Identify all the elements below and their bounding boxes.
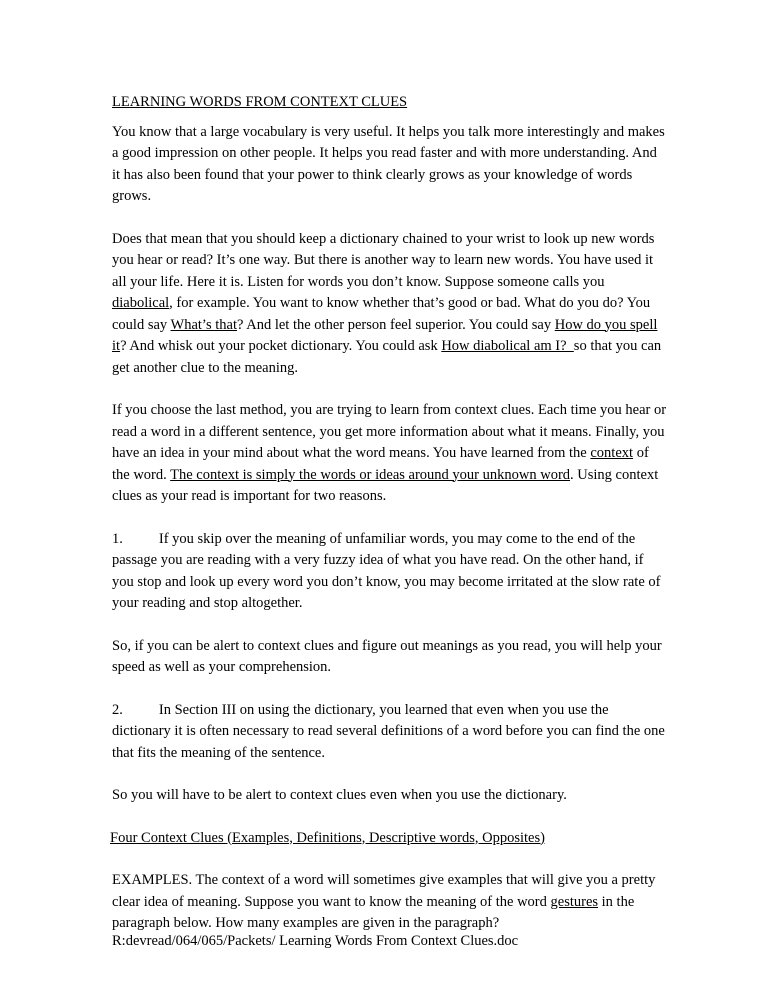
- underlined-context: context: [590, 445, 634, 461]
- paragraph-dictionary: Does that mean that you should keep a dictionary chained to your wrist to look up new words you hear or read? It’s one way. But there is another way to learn new words. You have used it all your life. Here it is. Listen for words you don’t know. Suppose someone calls you diabolical, for example. You want to know whether that’s good or bad. What do you do? You could say What’s that? And let the other person feel superior. You could say How do you spell it? And whisk out your pocket dictionary. You could ask How diabolical am I? so that you can get another clue to the meaning.: [112, 230, 662, 376]
- document-body: [112, 92, 668, 956]
- underlined-gestures: gestures: [550, 893, 599, 910]
- underlined-definition: The context is simply the words or ideas around your unknown word: [170, 466, 571, 483]
- numbered-item-2: 2. In Section III on using the dictionary, you learned that even when you use the dictionary it is often necessary to read several definitions of a word before you can find the one that fits the meaning of the sentence.: [112, 701, 665, 761]
- file-path-footer: R:devread/064/065/Packets/ Learning Words From Context Clues.doc: [112, 933, 519, 949]
- section-subheading: Four Context Clues (Examples, Definitions, Descriptive words, Opposites): [110, 829, 545, 846]
- item-number: 2.: [112, 701, 123, 718]
- underlined-how-diabolical: How diabolical am I?: [441, 338, 574, 354]
- paragraph-context: If you choose the last method, you are trying to learn from context clues. Each time you hear or read a word in a different sentence, you get more information about what it means. Finally, you have an idea in your mind about what the word means. You have learned from the context of the word. The context is simply the words or ideas around your unknown word. Using context clues as your read is important for two reasons.: [112, 402, 667, 504]
- item-number: 1.: [112, 530, 123, 547]
- underlined-whats-that: What’s that: [170, 316, 237, 333]
- paragraph-examples: EXAMPLES. The context of a word will sometimes give examples that will give you a pretty clear idea of meaning. Suppose you want to know the meaning of the word gestures in the paragraph below. How many examples are given in the paragraph?: [112, 872, 656, 931]
- underlined-diabolical: diabolical: [112, 295, 170, 311]
- paragraph-speed: So, if you can be alert to context clues and figure out meanings as you read, you will help your speed as well as your comprehension.: [112, 637, 662, 675]
- underlined-how-spell: How do you spell it: [112, 316, 658, 354]
- numbered-item-1: 1. If you skip over the meaning of unfamiliar words, you may come to the end of the passage you are reading with a very fuzzy idea of what you have read. On the other hand, if you stop and look up every word you don’t know, you may become irritated at the slow rate of your reading and stop altogether.: [112, 530, 661, 611]
- paragraph-alert: So you will have to be alert to context clues even when you use the dictionary.: [112, 787, 567, 803]
- paragraph-vocabulary: You know that a large vocabulary is very useful. It helps you talk more interestingly and makes a good impression on other people. It helps you read faster and with more understanding. And it has also been found that your power to think clearly grows as your knowledge of words grows.: [112, 123, 665, 204]
- page-title: LEARNING WORDS FROM CONTEXT CLUES: [112, 94, 408, 110]
